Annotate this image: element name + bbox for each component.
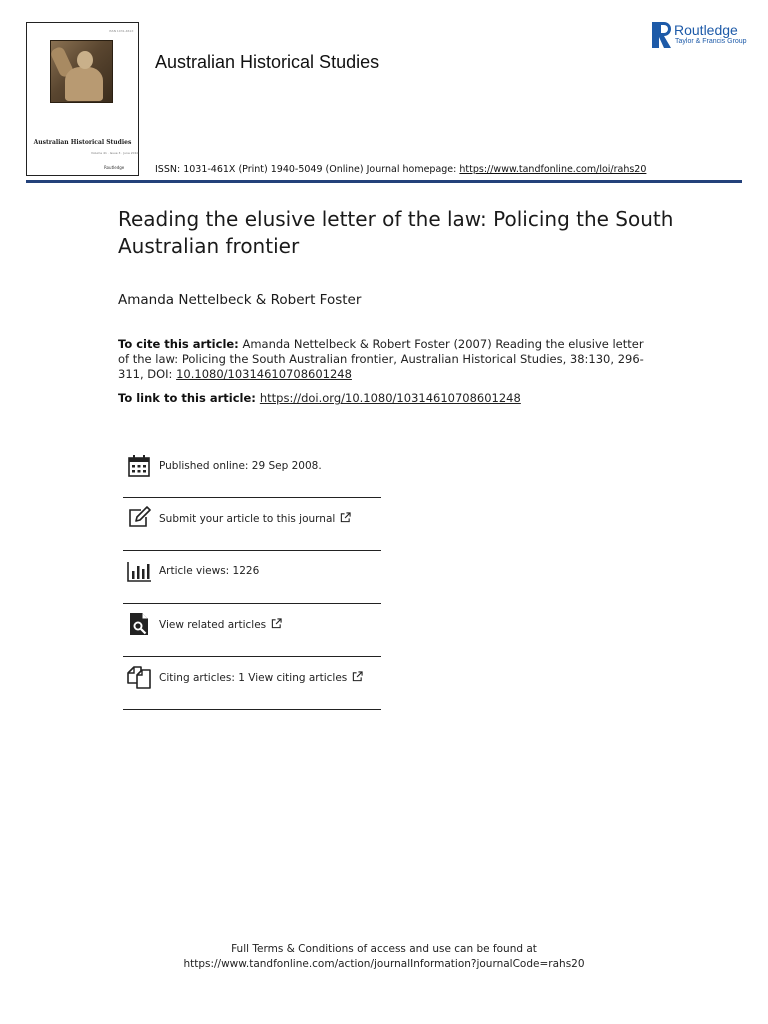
terms-footer-url[interactable]: https://www.tandfonline.com/action/journalInformation?journalCode=rahs20: [183, 958, 585, 970]
copy-documents-icon: [127, 665, 151, 689]
cover-photo-head: [77, 51, 93, 69]
cover-publisher-logo: Routledge: [104, 165, 125, 170]
article-doi-link[interactable]: https://doi.org/10.1080/10314610708601248: [259, 391, 521, 405]
article-link-label: To link to this article:: [118, 391, 256, 405]
citation-block: [118, 337, 658, 382]
submit-article-item[interactable]: [123, 498, 381, 551]
journal-name: Australian Historical Studies: [155, 52, 380, 72]
citing-articles-label[interactable]: [159, 671, 363, 684]
citation-doi-link[interactable]: 10.1080/10314610708601248: [176, 367, 352, 381]
citation-text: Amanda Nettelbeck & Robert Foster (2007) Reading the elusive letter of the law: Policing the South Australian frontier, Australian Historical Studies, 38:130, 296-311, DOI:: [118, 337, 644, 381]
citation-label: To cite this article:: [118, 337, 239, 351]
related-articles-text: View related articles: [159, 619, 267, 631]
document-search-icon: [127, 612, 151, 636]
external-link-icon: [352, 671, 363, 682]
article-authors: Amanda Nettelbeck & Robert Foster: [118, 292, 362, 308]
publisher-logo: [652, 22, 752, 50]
calendar-icon: [127, 454, 151, 478]
header-divider: [26, 180, 742, 183]
article-link-line: [118, 391, 521, 405]
citing-articles-item[interactable]: [123, 657, 381, 710]
bar-chart-icon: [127, 559, 151, 583]
cover-photo-body: [65, 67, 103, 101]
terms-footer-line1: Full Terms & Conditions of access and use can be found at: [231, 943, 537, 955]
publisher-name: Routledge: [674, 22, 738, 38]
article-info-list: [123, 446, 381, 710]
issn-text: ISSN: 1031-461X (Print) 1940-5049 (Online) Journal homepage:: [155, 164, 460, 175]
terms-footer: [0, 942, 768, 972]
journal-homepage-link[interactable]: https://www.tandfonline.com/loi/rahs20: [459, 164, 647, 175]
cover-subtitle: Volume 41 · Issue 3 · June 2010: [91, 151, 139, 155]
citing-articles-text: Citing articles: 1 View citing articles: [159, 672, 348, 684]
edit-icon: [127, 506, 151, 530]
published-online-item: [123, 446, 381, 498]
article-title: Reading the elusive letter of the law: Policing the South Australian frontier: [118, 207, 674, 258]
related-articles-item[interactable]: [123, 604, 381, 657]
published-online-label: Published online: 29 Sep 2008.: [159, 460, 322, 472]
submit-article-label[interactable]: [159, 512, 351, 525]
cover-title: Australian Historical Studies: [33, 139, 132, 146]
routledge-r-icon: [652, 22, 672, 48]
submit-article-text: Submit your article to this journal: [159, 513, 336, 525]
related-articles-label[interactable]: [159, 618, 282, 631]
journal-cover: [26, 22, 139, 176]
cover-issn: ISSN 1031-461X: [109, 29, 134, 33]
external-link-icon: [271, 618, 282, 629]
cover-photo: [50, 40, 113, 103]
article-views-item: [123, 551, 381, 604]
external-link-icon: [340, 512, 351, 523]
article-views-label: Article views: 1226: [159, 565, 260, 577]
publisher-tagline: Taylor & Francis Group: [675, 38, 747, 45]
issn-line: [155, 164, 646, 175]
